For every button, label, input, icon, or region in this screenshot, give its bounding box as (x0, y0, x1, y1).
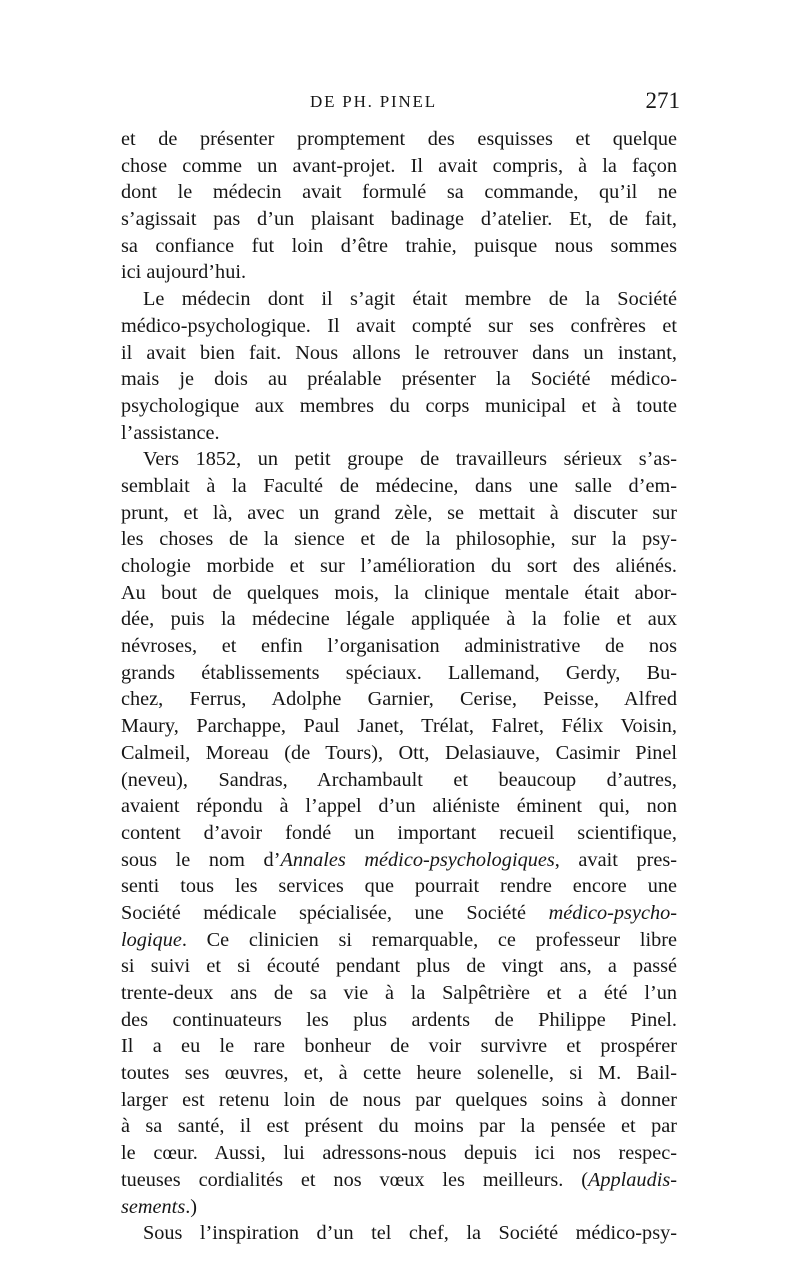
text-line: toutes ses œuvres, et, à cette heure solenelle, si M. Bail- (121, 1062, 677, 1085)
text-line: ici aujourd’hui. (121, 261, 247, 284)
text-line: le cœur. Aussi, lui adressons-nous depuis ici nos respec- (121, 1142, 677, 1165)
text-line: les choses de la sience et de la philosophie, sur la psy- (121, 528, 677, 551)
text-run: sous le nom d’ (121, 848, 281, 871)
text-line (121, 847, 677, 874)
text-line: et de présenter promptement des esquisses et quelque (121, 128, 677, 150)
text-run: . Ce clinicien si remarquable, ce professeur libre (181, 928, 677, 951)
text-line: s’agissait pas d’un plaisant badinage d’atelier. Et, de fait, (121, 208, 677, 231)
text-line (121, 1194, 677, 1221)
italic-text: Annales médico-psychologiques (280, 848, 555, 871)
text-line: Sous l’inspiration d’un tel chef, la Société médico-psy- (143, 1222, 677, 1245)
text-line: chologie morbide et sur l’amélioration du sort des aliénés. (121, 555, 677, 577)
text-line: mais je dois au préalable présenter la Société médico- (121, 368, 677, 391)
text-line: dont le médecin avait formulé sa commande, qu’il ne (121, 181, 677, 204)
text-line: senti tous les services que pourrait rendre encore une (121, 875, 677, 898)
text-line: l’assistance. (121, 421, 220, 444)
text-line: Calmeil, Moreau (de Tours), Ott, Delasiauve, Casimir Pinel (121, 741, 677, 764)
italic-text: sements (121, 1195, 186, 1218)
italic-text: Applaudis- (587, 1168, 677, 1191)
text-run: tueuses cordialités et nos vœux les meilleurs. ( (121, 1168, 588, 1191)
page-number: 271 (645, 88, 680, 113)
page-header (120, 88, 680, 116)
text-line: névroses, et enfin l’organisation administrative de nos (121, 635, 677, 658)
italic-text: logique (121, 928, 182, 951)
text-line: Vers 1852, un petit groupe de travailleurs sérieux s’as- (143, 448, 677, 471)
text-line: il avait bien fait. Nous allons le retrouver dans un instant, (121, 341, 677, 364)
text-line: à sa santé, il est présent du moins par la pensée et par (121, 1115, 677, 1138)
text-line: Maury, Parchappe, Paul Janet, Trélat, Falret, Félix Voisin, (121, 715, 677, 738)
text-line: chez, Ferrus, Adolphe Garnier, Cerise, Peisse, Alfred (121, 688, 677, 711)
text-line: (neveu), Sandras, Archambault et beaucoup d’autres, (121, 768, 677, 791)
text-line: chose comme un avant-projet. Il avait compris, à la façon (121, 154, 677, 177)
text-line: Le médecin dont il s’agit était membre de la Société (143, 288, 677, 311)
text-line: Au bout de quelques mois, la clinique mentale était abor- (121, 581, 677, 604)
text-line: semblait à la Faculté de médecine, dans une salle d’em- (121, 474, 677, 497)
text-run: .) (185, 1195, 198, 1218)
text-line: trente-deux ans de sa vie à la Salpêtrière et a été l’un (121, 982, 677, 1004)
text-line: si suivi et si écouté pendant plus de vingt ans, a passé (121, 955, 677, 978)
text-line: prunt, et là, avec un grand zèle, se mettait à discuter sur (121, 501, 677, 524)
text-line: larger est retenu loin de nous par quelques soins à donner (121, 1088, 677, 1111)
text-line (121, 900, 677, 927)
text-line: Il a eu le rare bonheur de voir survivre et prospérer (121, 1035, 677, 1058)
text-line: psychologique aux membres du corps municipal et à toute (121, 394, 677, 417)
running-head: DE PH. PINEL (310, 92, 437, 111)
text-run: , avait pres- (554, 848, 677, 871)
text-line (121, 927, 677, 954)
text-line: content d’avoir fondé un important recueil scientifique, (121, 821, 677, 844)
text-run: Société médicale spécialisée, une Société (121, 901, 549, 924)
text-line: grands établissements spéciaux. Lallemand, Gerdy, Bu- (121, 661, 677, 684)
body-text (121, 126, 677, 1247)
text-line: des continuateurs les plus ardents de Philippe Pinel. (121, 1008, 677, 1031)
text-line: dée, puis la médecine légale appliquée à la folie et aux (121, 608, 677, 631)
text-line: médico-psychologique. Il avait compté sur ses confrères et (121, 314, 677, 337)
text-line: sa confiance fut loin d’être trahie, puisque nous sommes (121, 234, 677, 257)
text-line: avaient répondu à l’appel d’un aliéniste éminent qui, non (121, 795, 677, 818)
italic-text: médico-psycho- (548, 901, 677, 924)
text-line (121, 1167, 677, 1194)
